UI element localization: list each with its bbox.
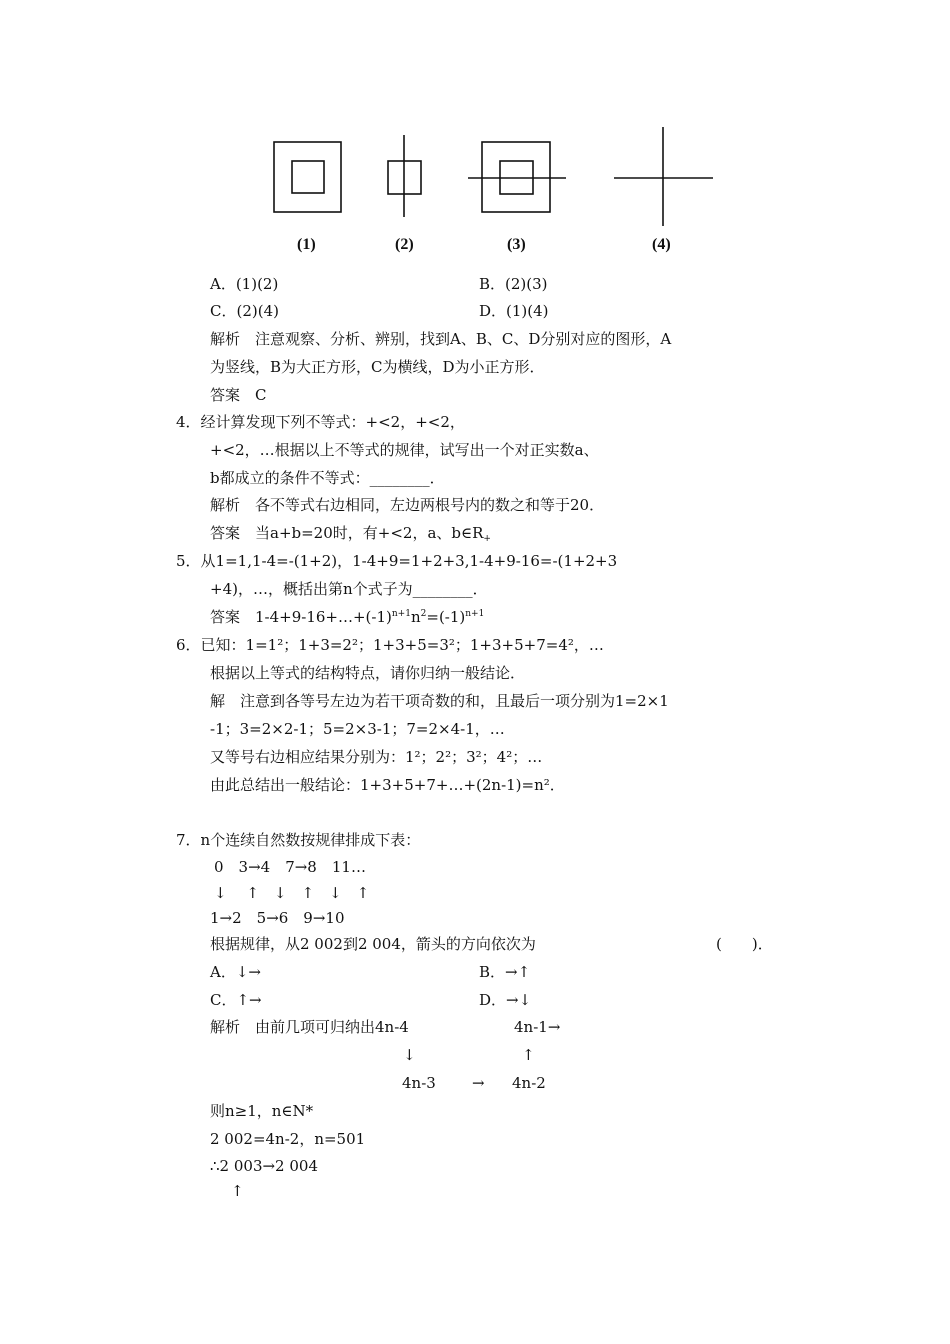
q7-pattern-top-right: 4n-1→ (514, 1018, 561, 1036)
q7-analysis: 解析 由前几项可归纳出4n-4 (210, 1018, 409, 1036)
q7-pattern-arrow: → (472, 1074, 485, 1092)
q3-answer: 答案 C (210, 386, 267, 404)
q4-line3: b都成立的条件不等式：________． (210, 469, 445, 487)
q6-line2: 根据以上等式的结构特点，请你归纳一般结论． (210, 664, 526, 682)
q6-line1: 6．已知：1=1²；1+3=2²；1+3+5=3²；1+3+5+7=4²，… (176, 636, 604, 654)
figure-label-3: (3) (507, 236, 526, 253)
q3-analysis-line2: 为竖线，B为大正方形，C为横线，D为小正方形． (210, 358, 545, 376)
q7-conclusion: ∴2 003→2 004 (210, 1157, 318, 1175)
q6-line6: 由此总结出一般结论：1+3+5+7+…+(2n-1)=n²． (210, 776, 565, 794)
q7-option-b: B．→↑ (479, 963, 531, 981)
q3-analysis-line1: 解析 注意观察、分析、辨别，找到A、B、C、D分别对应的图形，A (210, 330, 672, 348)
q6-line3: 解 注意到各等号左边为若干项奇数的和，且最后一项分别为1=2×1 (210, 692, 669, 710)
q7-conclusion-arrow: ↑ (231, 1182, 244, 1200)
q6-line4: -1；3=2×2-1；5=2×3-1；7=2×4-1，… (210, 720, 505, 738)
q6-line5: 又等号右边相应结果分别为：1²；2²；3²；4²；… (210, 748, 543, 766)
q7-pattern-bottom-left: 4n-3 (402, 1074, 436, 1092)
q7-option-c: C．↑→ (210, 991, 262, 1009)
q5-line1: 5．从1=1,1-4=-(1+2)，1-4+9=1+2+3,1-4+9-16=-(1+2+3 (176, 552, 618, 570)
q7-option-d: D．→↓ (479, 991, 532, 1009)
q5-answer: 答案 $1-4+9-16+\dots+(-1)^{n+1}n^2=(-1)^{n+1}$ (210, 608, 485, 626)
fig1-outer-square (274, 142, 341, 212)
q4-answer: 答案 当a+b=20时，有+<2，a、$b\in R_+$ (210, 524, 491, 544)
q7-option-a: A．↓→ (210, 963, 261, 981)
q3-option-c: C．(2)(4) (210, 302, 279, 320)
q7-pattern-bottom-right: 4n-2 (512, 1074, 546, 1092)
q7-answer-bracket: ( )． (716, 935, 773, 953)
q4-line1: 4．经计算发现下列不等式：+<2，+<2， (176, 413, 465, 431)
q7-condition: 则n≥1，n∈N* (210, 1102, 314, 1120)
fig3-outer-square (482, 142, 550, 212)
q3-option-a: A．(1)(2) (210, 275, 279, 293)
q7-table-row3: 1→2 5→6 9→10 (210, 909, 345, 927)
q7-pattern-up-arrow: ↑ (522, 1046, 535, 1064)
q4-analysis: 解析 各不等式右边相同，左边两根号内的数之和等于20． (210, 496, 605, 514)
q7-question: 根据规律，从2 002到2 004，箭头的方向依次为 (210, 935, 536, 953)
q7-table-row2: ↓ ↑ ↓ ↑ ↓ ↑ (214, 884, 370, 902)
figure-label-4: (4) (652, 236, 671, 253)
figure-shapes (0, 0, 950, 270)
fig1-inner-square (292, 161, 324, 193)
q7-table-row1: 0 3→4 7→8 11… (214, 858, 366, 876)
figure-label-1: (1) (297, 236, 316, 253)
q7-calculation: 2 002=4n-2，n=501 (210, 1130, 366, 1148)
figure-label-2: (2) (395, 236, 414, 253)
q7-pattern-down-arrow: ↓ (403, 1046, 416, 1064)
q3-option-b: B．(2)(3) (479, 275, 548, 293)
q4-line2: +<2，…根据以上不等式的规律，试写出一个对正实数a、 (210, 441, 599, 459)
q3-option-d: D．(1)(4) (479, 302, 549, 320)
q7-line1: 7．n个连续自然数按规律排成下表： (176, 831, 421, 849)
q5-line2: +4)，…，概括出第n个式子为________． (210, 580, 488, 598)
